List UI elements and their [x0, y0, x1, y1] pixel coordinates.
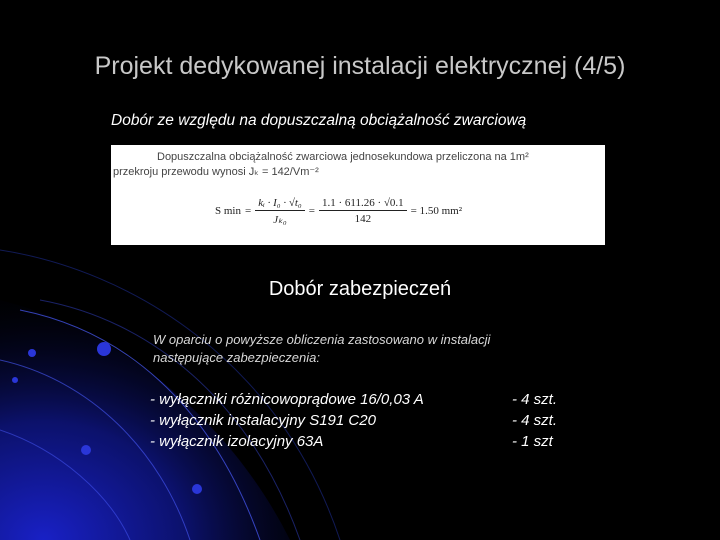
item-label: - wyłącznik instalacyjny S191 C20: [150, 412, 376, 429]
list-item: [150, 389, 600, 410]
decor-dot: [12, 377, 18, 383]
item-quantity: - 1 szt: [512, 433, 553, 450]
item-quantity: - 4 szt.: [512, 391, 558, 408]
formula-image: [111, 145, 605, 245]
list-item: [150, 410, 600, 431]
formula-fraction-symbolic: [255, 197, 305, 226]
formula-lhs: S min: [215, 205, 241, 217]
formula-result: = 1.50 mm²: [410, 205, 463, 217]
fraction-denominator: Jₖ₀: [273, 213, 287, 226]
formula-text-line-2: przekroju przewodu wynosi Jₖ = 142/Vm⁻²: [113, 166, 319, 178]
formula-equation: [215, 191, 462, 231]
fraction-numerator: kᵢ · I₀ · √t₀: [255, 197, 305, 211]
slide-title: Projekt dedykowanej instalacji elektrycznej (4/5): [94, 52, 626, 80]
equals-sign: =: [308, 205, 315, 217]
formula-fraction-numeric: [319, 197, 407, 225]
list-item: [150, 431, 600, 452]
formula-text-line-1: Dopuszczalna obciążalność zwarciowa jednosekundowa przeliczona na 1m²: [157, 151, 529, 163]
intro-line: następujące zabezpieczenia:: [153, 350, 320, 365]
intro-text: [153, 331, 593, 367]
intro-line: W oparciu o powyższe obliczenia zastosowano w instalacji: [153, 332, 491, 347]
fraction-denominator: 142: [354, 213, 372, 225]
subtitle: Dobór ze względu na dopuszczalną obciążalność zwarciową: [111, 112, 527, 129]
decor-dot: [81, 445, 91, 455]
decor-dot: [192, 484, 202, 494]
decor-dot: [97, 342, 111, 356]
item-label: - wyłączniki różnicowoprądowe 16/0,03 A: [150, 391, 424, 408]
item-quantity: - 4 szt.: [512, 412, 558, 429]
item-label: - wyłącznik izolacyjny 63A: [150, 433, 324, 450]
protection-list: [150, 389, 600, 452]
section-heading: Dobór zabezpieczeń: [268, 278, 452, 300]
decor-dot: [28, 349, 36, 357]
fraction-numerator: 1.1 · 611.26 · √0.1: [319, 197, 407, 211]
equals-sign: =: [244, 205, 252, 217]
